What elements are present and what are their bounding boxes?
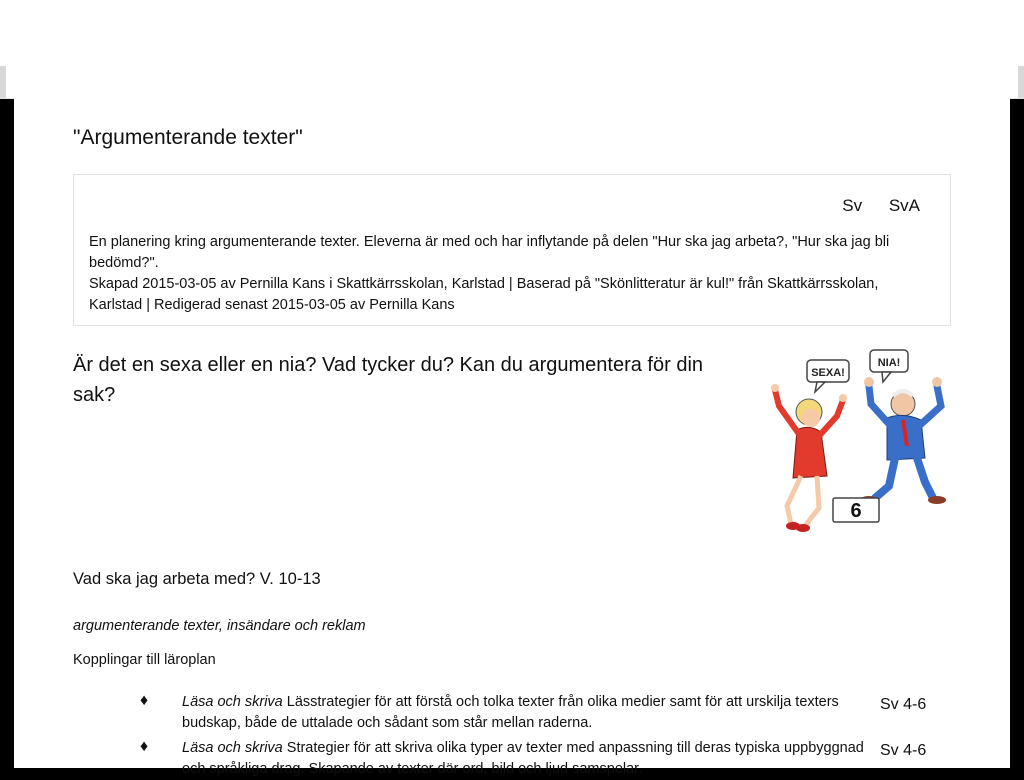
diamond-bullet-icon: ♦ xyxy=(140,692,149,709)
goal-description: Lässtrategier för att förstå och tolka texter från olika medier samt för att urskilja texters budskap, både de uttalade och sådant som står mellan raderna. xyxy=(182,694,839,731)
arguing-couple-cartoon xyxy=(757,346,957,536)
scroll-edge-right xyxy=(1018,66,1024,98)
curriculum-heading: Kopplingar till läroplan xyxy=(73,652,216,668)
goal-subject-tag[interactable]: Sv 4-6 xyxy=(880,742,927,759)
browser-top-bar xyxy=(0,0,1024,99)
meta-text: Skapad 2015-03-05 av Pernilla Kans i Skattkärrsskolan, Karlstad | Baserad på "Skönlitteratur är kul!" från Skattkärrsskolan, Karlstad | Redigerad senast 2015-03-05 av Pernilla Kans xyxy=(89,276,879,313)
subject-tags xyxy=(820,196,920,216)
bubble-right-text: NIA! xyxy=(877,357,901,369)
bubble-left-text: SEXA! xyxy=(811,367,845,379)
question-heading: Är det en sexa eller en nia? Vad tycker du? Kan du argumentera för din sak? xyxy=(73,354,704,406)
planning-page xyxy=(14,98,1010,777)
page-title: "Argumenterande texter" xyxy=(73,126,303,149)
scroll-edge-left xyxy=(0,66,6,98)
goal-description: Strategier för att skriva olika typer av texter med anpassning till deras typiska uppbyggnad och språkliga drag. Skapande av texter där ord, bild och ljud samspelar. xyxy=(182,740,864,777)
topic-text: argumenterande texter, insändare och reklam xyxy=(73,618,366,634)
digit-card-text: 6 xyxy=(850,500,862,522)
subject-tag-sva[interactable]: SvA xyxy=(888,196,920,215)
subject-tag-sv[interactable]: Sv xyxy=(842,196,863,215)
goal-category: Läsa och skriva xyxy=(182,740,283,756)
description-block xyxy=(89,232,935,316)
goal-category: Läsa och skriva xyxy=(182,694,283,710)
goal-text xyxy=(182,738,872,780)
goal-text xyxy=(182,692,872,734)
goal-subject-tag[interactable]: Sv 4-6 xyxy=(880,696,927,713)
work-heading: Vad ska jag arbeta med? V. 10-13 xyxy=(73,570,321,588)
diamond-bullet-icon: ♦ xyxy=(140,738,149,755)
info-box xyxy=(73,174,951,326)
description-text: En planering kring argumenterande texter. Eleverna är med och har inflytande på delen "Hur ska jag arbeta?, "Hur ska jag bli bedömd?". xyxy=(89,234,890,271)
